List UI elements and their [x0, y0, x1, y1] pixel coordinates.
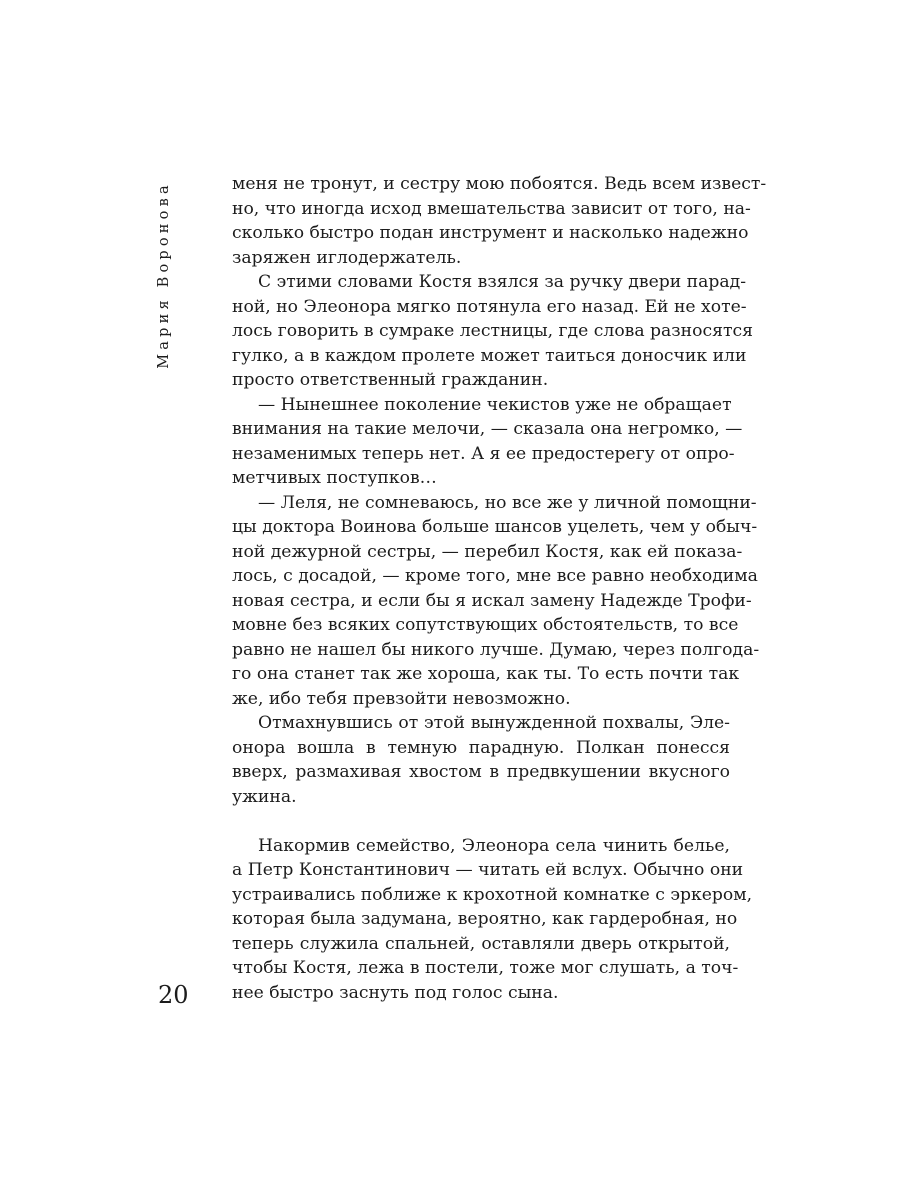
text-line: вверх, размахивая хвостом в предвкушении вкусного — [232, 762, 730, 782]
text-line: просто ответственный гражданин. — [232, 370, 549, 390]
page-number: 20 — [158, 981, 189, 1009]
text-line: онора вошла в темную парадную. Полкан понесся — [232, 737, 730, 758]
text-line: заряжен иглодержатель. — [232, 247, 462, 268]
text-line: Накормив семейство, Элеонора села чинить белье, — [258, 835, 730, 856]
text-line: устраивались поближе к крохотной комнатке с эркером, — [232, 884, 753, 905]
paragraph — [232, 270, 753, 393]
text-line: лось, с досадой, — кроме того, мне все равно необходима — [232, 566, 758, 586]
text-line: теперь служила спальней, оставляли дверь открытой, — [232, 933, 730, 954]
text-line: С этими словами Костя взялся за ручку двери парад- — [258, 272, 747, 292]
paragraph — [232, 172, 767, 270]
text-line: нее быстро заснуть под голос сына. — [232, 982, 559, 1003]
text-line: чтобы Костя, лежа в постели, тоже мог слушать, а точ- — [232, 958, 739, 978]
text-line: но, что иногда исход вмешательства зависит от того, на- — [232, 198, 751, 219]
running-head-author — [152, 175, 176, 375]
text-line: равно не нашел бы никого лучше. Думаю, через полгода- — [232, 639, 760, 660]
paragraph — [232, 491, 760, 712]
text-line: а Петр Константинович — читать ей вслух. Обычно они — [232, 860, 744, 880]
body-text — [232, 172, 767, 1005]
text-line: мовне без всяких сопутствующих обстоятельств, то все — [232, 615, 739, 635]
text-line: внимания на такие мелочи, — сказала она негромко, — — [232, 419, 743, 439]
text-line: меня не тронут, и сестру мою побоятся. Ведь всем извест- — [232, 174, 767, 194]
text-line: новая сестра, и если бы я искал замену Надежде Трофи- — [232, 590, 752, 611]
text-line: незаменимых теперь нет. А я ее предостерегу от опро- — [232, 443, 735, 464]
text-line: ной, но Элеонора мягко потянула его назад. Ей не хоте- — [232, 296, 747, 317]
text-line: же, ибо тебя превзойти невозможно. — [232, 688, 571, 709]
text-line: сколько быстро подан инструмент и насколько надежно — [232, 223, 749, 243]
text-line: которая была задумана, вероятно, как гардеробная, но — [232, 909, 738, 929]
text-line: Отмахнувшись от этой вынужденной похвалы, Эле- — [258, 713, 730, 733]
text-line: лось говорить в сумраке лестницы, где слова разносятся — [232, 321, 753, 341]
text-line: ужина. — [232, 786, 297, 807]
text-line: — Леля, не сомневаюсь, но все же у личной помощни- — [258, 492, 757, 513]
text-line: го она станет так же хороша, как ты. То есть почти так — [232, 664, 740, 684]
text-line: метчивых поступков… — [232, 468, 437, 488]
paragraph — [232, 711, 730, 809]
paragraph — [232, 834, 753, 1006]
text-line: — Нынешнее поколение чекистов уже не обращает — [258, 394, 732, 415]
text-line: цы доктора Воинова больше шансов уцелеть, чем у обыч- — [232, 517, 758, 537]
text-line: ной дежурной сестры, — перебил Костя, как ей показа- — [232, 541, 743, 562]
paragraph — [232, 393, 743, 491]
text-line: гулко, а в каждом пролете может таиться доносчик или — [232, 345, 747, 366]
running-head-text: Мария Воронова — [156, 181, 172, 369]
section-break — [232, 809, 730, 834]
